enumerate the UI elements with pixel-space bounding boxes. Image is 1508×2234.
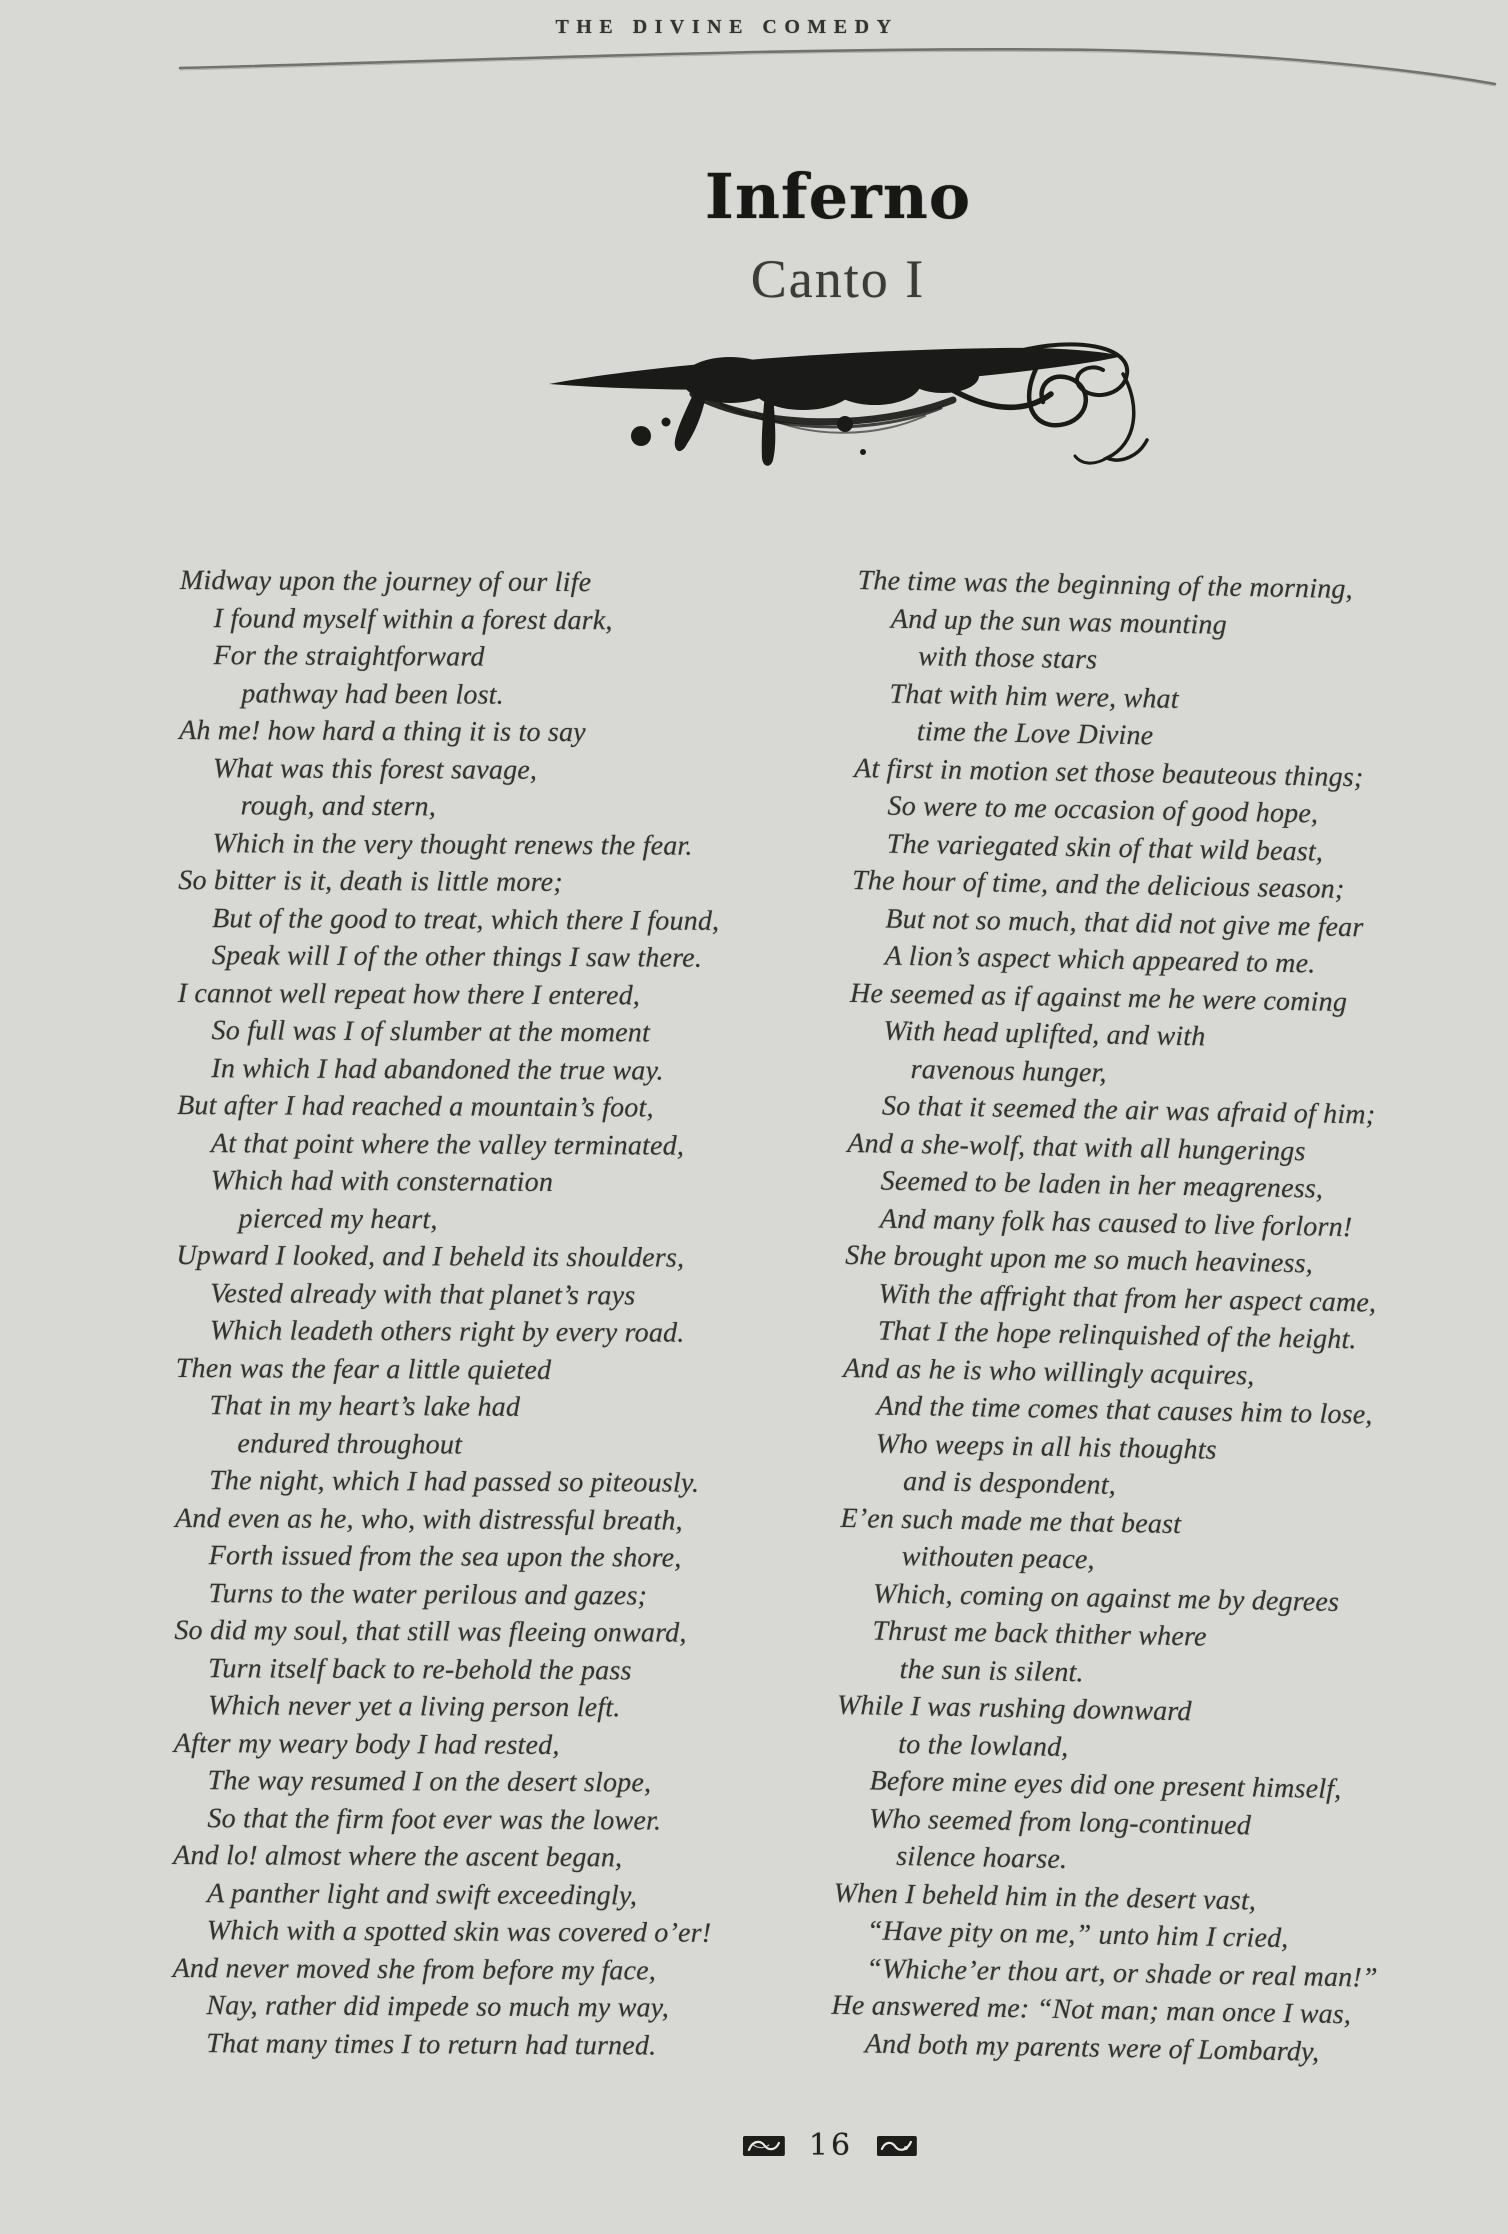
- poem-line: What was this forest savage,: [212, 752, 538, 786]
- poem-line: pathway had been lost.: [241, 677, 504, 711]
- poem-line: So were to me occasion of good hope,: [887, 790, 1319, 830]
- poem-line: rough, and stern,: [240, 790, 437, 823]
- poem-line: When I beheld him in the desert vast,: [833, 1877, 1257, 1917]
- poem-line: Turns to the water perilous and gazes;: [208, 1577, 648, 1611]
- poem-line: Speak will I of the other things I saw there.: [211, 940, 703, 974]
- poem-line: At first in motion set those beauteous things;: [853, 752, 1364, 793]
- poem-line: Vested already with that planet’s rays: [210, 1277, 636, 1311]
- poem-line: So that the firm foot ever was the lower.: [207, 1802, 662, 1837]
- poem-line: Upward I looked, and I beheld its shoulders,: [176, 1239, 685, 1274]
- poem-line: The way resumed I on the desert slope,: [207, 1765, 652, 1799]
- poem-line: the sun is silent.: [899, 1653, 1085, 1688]
- poem-line: Turn itself back to re-behold the pass: [208, 1652, 632, 1686]
- poem-line: And both my parents were of Lombardy,: [864, 2027, 1320, 2068]
- ink-flourish-ornament: [545, 328, 1155, 493]
- poem-line: That many times I to return had turned.: [206, 2027, 657, 2062]
- poem-line: to the lowland,: [898, 1728, 1069, 1763]
- poem-line: Nay, rather did impede so much my way,: [206, 1990, 670, 2024]
- canto-subtitle: Canto I: [750, 249, 926, 309]
- poem-line: After my weary body I had rested,: [173, 1727, 560, 1761]
- poem-line: And never moved she from before my face,: [172, 1952, 657, 1987]
- poem-line: Which in the very thought renews the fear.: [212, 827, 693, 862]
- poem-line: In which I had abandoned the true way.: [211, 1052, 664, 1087]
- poem-line: And lo! almost where the ascent began,: [173, 1839, 623, 1874]
- poem-line: Midway upon the journey of our life: [179, 564, 592, 599]
- poem-line: He seemed as if against me he were coming: [849, 977, 1348, 1018]
- poem-line: A lion’s aspect which appeared to me.: [884, 940, 1316, 980]
- poem-line: Which had with consternation: [210, 1165, 554, 1198]
- poem-line: I cannot well repeat how there I entered,: [177, 977, 641, 1011]
- poem-line: And as he is who willingly acquires,: [842, 1352, 1255, 1391]
- poem-line: A panther light and swift exceedingly,: [206, 1877, 638, 1911]
- poem-line: I found myself within a forest dark,: [213, 602, 613, 636]
- poem-line: The hour of time, and the delicious season;: [851, 864, 1345, 905]
- poem-line: Before mine eyes did one present himself,: [869, 1765, 1342, 1806]
- poem-line: With head uplifted, and with: [883, 1015, 1206, 1053]
- poem-line: endured throughout: [237, 1427, 463, 1460]
- poem-line: Which leadeth others right by every road.: [209, 1315, 685, 1349]
- poem-line: The night, which I had passed so piteously.: [209, 1465, 700, 1499]
- running-header: THE DIVINE COMEDY: [555, 16, 899, 38]
- poem-line: That with him were, what: [889, 678, 1180, 715]
- poem-line: time the Love Divine: [916, 716, 1154, 752]
- poem-line: He answered me: “Not man; man once I was,: [831, 1989, 1352, 2031]
- poem-line: Who seemed from long-continued: [868, 1802, 1252, 1841]
- poem-line: and is despondent,: [902, 1465, 1117, 1501]
- page-footer: [743, 2128, 917, 2163]
- poem-line: So that it seemed the air was afraid of him;: [881, 1090, 1376, 1131]
- poem-line: Ah me! how hard a thing it is to say: [179, 714, 586, 749]
- poem-line: And up the sun was mounting: [890, 603, 1228, 641]
- poem-line: The time was the beginning of the morning,: [857, 564, 1354, 606]
- header-rule: [170, 42, 1508, 102]
- poem-column-right: [831, 562, 1508, 2074]
- poem-line: Which with a spotted skin was covered o’er!: [206, 1915, 712, 1949]
- poem-line: For the straightforward: [213, 640, 485, 673]
- poem-line: And many folk has caused to live forlorn!: [879, 1203, 1353, 1243]
- poem-line: “Whiche’er thou art, or shade or real man!”: [865, 1952, 1378, 1994]
- poem-line: withouten peace,: [901, 1540, 1095, 1576]
- poem-line: At that point where the valley terminated,: [210, 1127, 685, 1162]
- poem-line: Seemed to be laden in her meagreness,: [880, 1165, 1324, 1205]
- poem-line: That I the hope relinquished of the height.: [877, 1315, 1357, 1356]
- poem-line: With the affright that from her aspect came,: [878, 1278, 1377, 1319]
- poem-line: “Have pity on me,” unto him I cried,: [866, 1915, 1289, 1955]
- poem-line: And a she-wolf, that with all hungerings: [847, 1127, 1306, 1167]
- poem-line: Which never yet a living person left.: [207, 1690, 621, 1724]
- poem-line: So bitter is it, death is little more;: [178, 864, 563, 899]
- footer-fleuron-right-icon: [877, 2136, 917, 2156]
- poem-line: While I was rushing downward: [836, 1689, 1192, 1728]
- poem-line: She brought upon me so much heaviness,: [845, 1239, 1314, 1280]
- poem-line: E’en such made me that beast: [840, 1502, 1182, 1540]
- poem-line: And the time comes that causes him to lose,: [876, 1390, 1373, 1431]
- poem-line: And even as he, who, with distressful breath,: [174, 1502, 683, 1537]
- poem-column-left: [172, 562, 840, 2065]
- poem-line: silence hoarse.: [896, 1840, 1068, 1876]
- poem-line: That in my heart’s lake had: [209, 1390, 521, 1423]
- poem-line: The variegated skin of that wild beast,: [886, 828, 1324, 868]
- poem-line: But not so much, that did not give me fear: [885, 903, 1364, 943]
- poem-line: So did my soul, that still was fleeing onward,: [174, 1614, 687, 1649]
- footer-fleuron-left-icon: [743, 2135, 785, 2157]
- poem-line: ravenous hunger,: [910, 1053, 1108, 1089]
- poem-line: with those stars: [917, 641, 1098, 676]
- poem-line: pierced my heart,: [238, 1202, 438, 1235]
- poem-line: Which, coming on against me by degrees: [872, 1577, 1340, 1618]
- poem-line: So full was I of slumber at the moment: [211, 1015, 651, 1049]
- page-number: 16: [808, 2128, 854, 2163]
- poem-line: Who weeps in all his thoughts: [875, 1427, 1218, 1466]
- page-title: Inferno: [704, 160, 972, 233]
- poem-line: But after I had reached a mountain’s foot,: [177, 1089, 654, 1124]
- poem-line: Forth issued from the sea upon the shore,: [208, 1540, 682, 1574]
- poem-line: But of the good to treat, which there I found,: [212, 902, 720, 937]
- poem-line: Thrust me back thither where: [872, 1615, 1207, 1653]
- poem-line: Then was the fear a little quieted: [175, 1352, 552, 1386]
